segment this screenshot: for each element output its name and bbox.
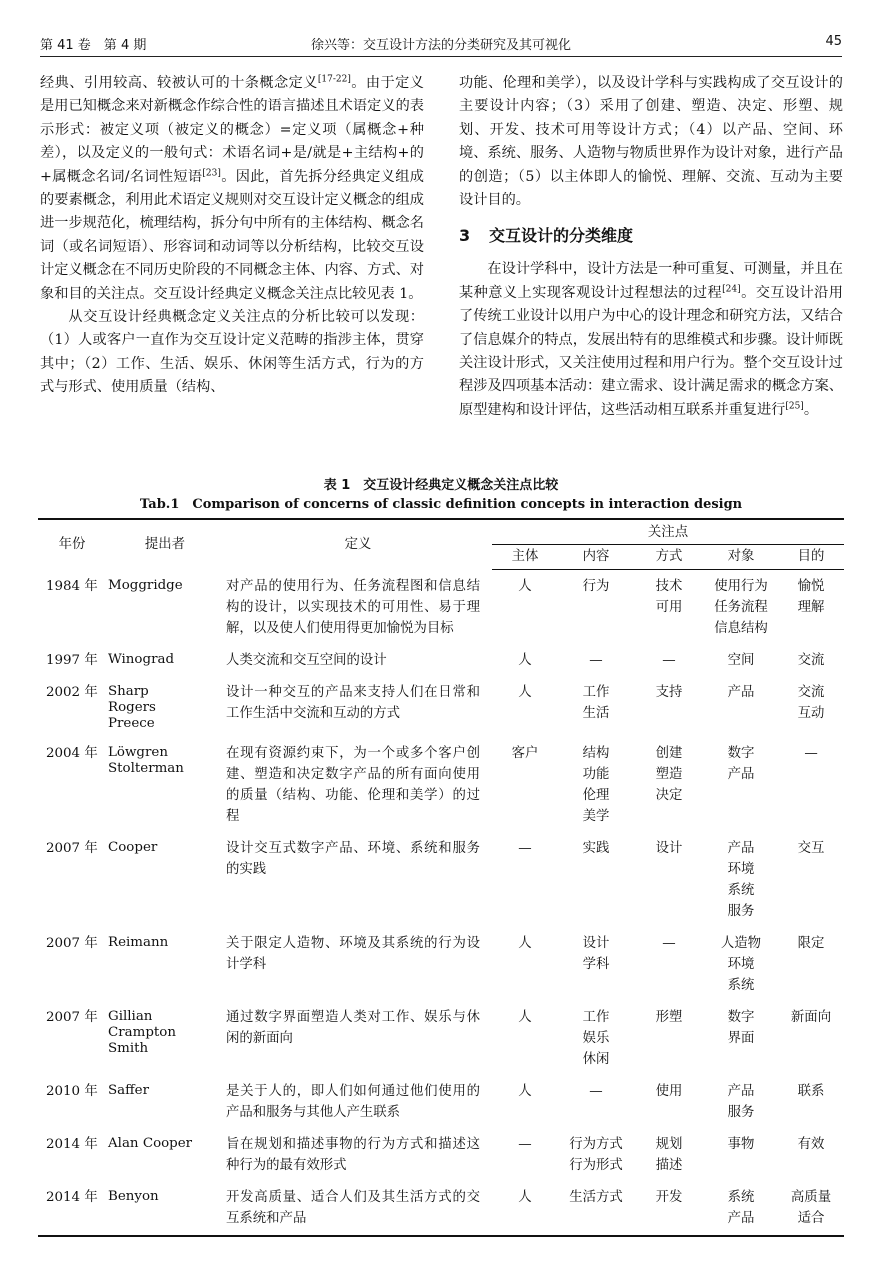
cell-year: 2002 年 [46, 685, 98, 700]
text-run: 。 [803, 401, 819, 418]
cell-definition: 旨在规划和描述事物的行为方式和描述这种行为的最有效形式 [226, 1137, 480, 1173]
cell-subject: 人 [518, 685, 532, 700]
cell-content: — [589, 1084, 603, 1099]
cell-content: 结构 功能 伦理 美学 [582, 746, 610, 824]
cell-purpose: — [804, 746, 818, 761]
table-row [38, 737, 844, 832]
citation[interactable]: [23] [202, 167, 221, 178]
cell-method: 支持 [655, 685, 683, 700]
header-content: 内容 [558, 545, 634, 570]
definitions-table [38, 518, 844, 1237]
text-run: 。由于定义是用已知概念来对新概念作综合性的语言描述且术语定义的表示形式：被定义项（被定义的概念）=定义项（属概念+种差），以及定义的一般句式：术语名词+是/就是+主结构+的+属概念名词/名词性短语 [40, 75, 424, 185]
table-row [38, 832, 844, 927]
table-row [38, 927, 844, 1001]
cell-definition: 通过数字界面塑造人类对工作、娱乐与休闲的新面向 [226, 1010, 480, 1046]
cell-year: 2007 年 [46, 841, 98, 856]
cell-definition: 开发高质量、适合人们及其生活方式的交互系统和产品 [224, 1181, 492, 1236]
cell-method: 创建 塑造 决定 [655, 746, 683, 803]
cell-proposer: Cooper [108, 840, 158, 855]
header-method: 方式 [634, 545, 704, 570]
header-definition: 定义 [224, 519, 492, 570]
table-caption-cn: 表 1 交互设计经典定义概念关注点比较 [323, 478, 559, 493]
section-number: 3 [459, 226, 471, 246]
cell-method: — [662, 653, 676, 668]
right-paragraph-2 [459, 258, 843, 422]
cell-year: 2007 年 [46, 936, 98, 951]
table-row [38, 676, 844, 737]
header-focus-group: 关注点 [492, 519, 844, 545]
table-row [38, 1128, 844, 1181]
header-purpose: 目的 [778, 545, 844, 570]
cell-purpose: 新面向 [790, 1010, 832, 1025]
cell-content: 生活方式 [558, 1181, 634, 1236]
right-paragraph-1: 功能、伦理和美学），以及设计学科与实践构成了交互设计的主要设计内容；（3）采用了创建、塑造、决定、形塑、规划、开发、技术可用等设计方式；（4）以产品、空间、环境、系统、服务、人造物与物质世界作为设计对象，进行产品的创造；（5）以主体即人的愉悦、理解、交流、互动为主要设计目的。 [459, 75, 843, 209]
cell-purpose: 愉悦 理解 [797, 579, 825, 615]
text-run: 在设计学科中，设计方法是一种可重复、可测量，并且在某种意义上实现客观设计过程想法的过程 [459, 261, 843, 301]
text-run: 。交互设计沿用了传统工业设计以用户为中心的设计理念和研究方法，又结合了信息媒介的特点，发展出特有的思维模式和步骤。设计师既关注设计形式，又关注使用过程和用户行为。整个交互设计过程涉及四项基本活动：建立需求、设计满足需求的概念方案、原型建构和设计评估，这些活动相互联系并重复进行 [459, 284, 843, 418]
cell-content: 行为 [582, 579, 610, 594]
cell-purpose: 交互 [797, 841, 825, 856]
cell-method: 使用 [655, 1084, 683, 1099]
cell-subject: — [518, 1137, 532, 1152]
text-run: 。因此，首先拆分经典定义组成的要素概念，利用此术语定义规则对交互设计定义概念的组成进一步规范化，梳理结构，拆分句中所有的主体结构、概念名词（或名词短语）、形容词和动词等以分析结构，比较交互设计定义概念在不同历史阶段的不同概念主体、内容、方式、对象和目的关注点。交互设计经典定义概念关注点比较见表 1。 [40, 168, 424, 302]
cell-content: 设计 学科 [582, 936, 610, 972]
right-column [459, 72, 843, 422]
cell-year: 2014 年 [46, 1137, 98, 1152]
cell-proposer: Alan Cooper [108, 1136, 193, 1151]
cell-definition: 是关于人的，即人们如何通过他们使用的产品和服务与其他人产生联系 [226, 1084, 480, 1120]
cell-year: 2014 年 [38, 1181, 106, 1236]
page-number: 45 [825, 34, 842, 49]
cell-object: 产品 [727, 685, 755, 700]
header-subject: 主体 [492, 545, 558, 570]
cell-purpose: 交流 互动 [797, 685, 825, 721]
cell-subject: 人 [518, 1010, 532, 1025]
table-row [38, 1181, 844, 1236]
cell-object: 产品 服务 [727, 1084, 755, 1120]
section-title: 交互设计的分类维度 [489, 226, 634, 246]
cell-definition: 人类交流和交互空间的设计 [226, 653, 387, 668]
cell-year: 2004 年 [46, 746, 98, 761]
cell-object: 产品 环境 系统 服务 [727, 841, 755, 919]
cell-definition: 设计交互式数字产品、环境、系统和服务的实践 [226, 841, 480, 877]
table-body [38, 570, 844, 1237]
cell-purpose: 有效 [797, 1137, 825, 1152]
cell-subject: 人 [518, 1084, 532, 1099]
cell-year: 1984 年 [46, 578, 98, 594]
header-year: 年份 [38, 519, 106, 570]
cell-proposer: Gillian Crampton Smith [108, 1009, 176, 1056]
cell-subject: — [518, 841, 532, 856]
left-paragraph-1 [40, 72, 424, 306]
cell-object: 事物 [727, 1137, 755, 1152]
cell-year: 2007 年 [46, 1010, 98, 1025]
cell-object: 使用行为 任务流程 信息结构 [714, 579, 768, 636]
cell-method: 形塑 [655, 1010, 683, 1025]
cell-definition: 对产品的使用行为、任务流程图和信息结构的设计，以实现技术的可用性、易于理解，以及使人们使用得更加愉悦为目标 [226, 578, 480, 636]
left-column [40, 72, 424, 400]
cell-purpose: 限定 [797, 936, 825, 951]
cell-object: 人造物 环境 系统 [720, 936, 762, 993]
citation[interactable]: [17-22] [317, 74, 351, 85]
header-proposer: 提出者 [106, 519, 224, 570]
cell-method: 设计 [655, 841, 683, 856]
cell-subject: 客户 [511, 746, 539, 761]
citation[interactable]: [25] [785, 401, 804, 412]
cell-content: 实践 [582, 841, 610, 856]
cell-purpose: 高质量 适合 [778, 1181, 844, 1236]
cell-year: 2010 年 [46, 1084, 98, 1099]
cell-method: — [662, 936, 676, 951]
table-caption-en: Tab.1 Comparison of concerns of classic definition concepts in interaction design [139, 497, 743, 512]
cell-method: 规划 描述 [655, 1137, 683, 1173]
cell-object: 系统 产品 [704, 1181, 778, 1236]
cell-proposer: Sharp Rogers Preece [108, 684, 156, 731]
cell-content: — [589, 653, 603, 668]
cell-object: 数字 界面 [727, 1010, 755, 1046]
text-run: 经典、引用较高、较被认可的十条概念定义 [40, 75, 318, 91]
cell-proposer: Moggridge [108, 577, 183, 593]
left-paragraph-2: 从交互设计经典概念定义关注点的分析比较可以发现：（1）人或客户一直作为交互设计定义范畴的指涉主体，贯穿其中；（2）工作、生活、娱乐、休闲等生活方式，行为的方式与形式、使用质量（结构、 [40, 309, 424, 396]
cell-purpose: 联系 [797, 1084, 825, 1099]
cell-method: 技术 可用 [655, 579, 683, 615]
cell-proposer: Reimann [108, 935, 169, 950]
table-row [38, 1001, 844, 1075]
cell-object: 空间 [727, 653, 755, 668]
cell-subject: 人 [492, 1181, 558, 1236]
cell-proposer: Löwgren Stolterman [108, 745, 184, 776]
cell-year: 1997 年 [46, 653, 98, 668]
page-header [40, 30, 842, 57]
cell-subject: 人 [518, 936, 532, 951]
cell-proposer: Saffer [108, 1083, 149, 1098]
cell-proposer: Benyon [106, 1181, 224, 1236]
cell-purpose: 交流 [797, 653, 825, 668]
cell-method: 开发 [634, 1181, 704, 1236]
header-object: 对象 [704, 545, 778, 570]
citation[interactable]: [24] [722, 284, 741, 295]
cell-definition: 关于限定人造物、环境及其系统的行为设计学科 [226, 936, 480, 972]
table-row [38, 570, 844, 645]
cell-content: 工作 生活 [582, 685, 610, 721]
cell-definition: 设计一种交互的产品来支持人们在日常和工作生活中交流和互动的方式 [226, 685, 480, 721]
cell-subject: 人 [518, 653, 532, 668]
cell-proposer: Winograd [108, 652, 175, 667]
table-row [38, 644, 844, 676]
cell-subject: 人 [518, 579, 532, 594]
cell-content: 行为方式 行为形式 [569, 1137, 623, 1173]
running-title: 徐兴等：交互设计方法的分类研究及其可视化 [310, 38, 571, 53]
section-heading [459, 224, 843, 248]
cell-content: 工作 娱乐 休闲 [582, 1010, 610, 1067]
journal-volume: 第 41 卷 第 4 期 [40, 38, 147, 53]
table-row [38, 1075, 844, 1128]
cell-object: 数字 产品 [727, 746, 755, 782]
cell-definition: 在现有资源约束下，为一个或多个客户创建、塑造和决定数字产品的所有面向使用的质量（结构、功能、伦理和美学）的过程 [226, 746, 480, 824]
